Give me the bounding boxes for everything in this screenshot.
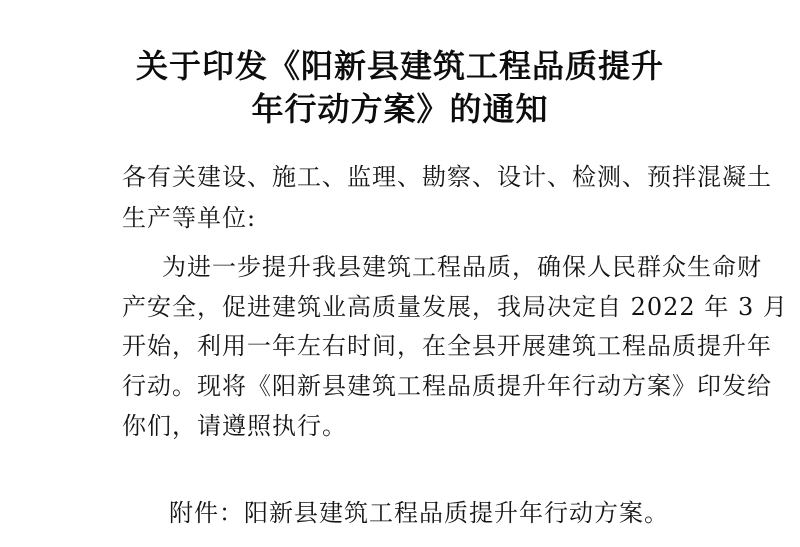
body-line-3: 开始，利用一年左右时间，在全县开展建筑工程品质提升年 (122, 332, 772, 360)
document-title-line-1: 关于印发《阳新县建筑工程品质提升 (135, 47, 664, 85)
addressee-line-1: 各有关建设、施工、监理、勘察、设计、检测、预拌混凝土 (122, 163, 772, 191)
attachment-line: 附件：阳新县建筑工程品质提升年行动方案。 (169, 499, 669, 527)
document-title-line-2: 年行动方案》的通知 (251, 90, 549, 128)
body-line-2: 产安全，促进建筑业高质量发展，我局决定自 2022 年 3 月 (122, 293, 788, 321)
body-line-5: 你们，请遵照执行。 (122, 412, 347, 440)
body-line-4: 行动。现将《阳新县建筑工程品质提升年行动方案》印发给 (122, 372, 772, 400)
addressee-line-2: 生产等单位: (122, 204, 257, 232)
body-line-1: 为进一步提升我县建筑工程品质，确保人民群众生命财 (162, 253, 762, 281)
